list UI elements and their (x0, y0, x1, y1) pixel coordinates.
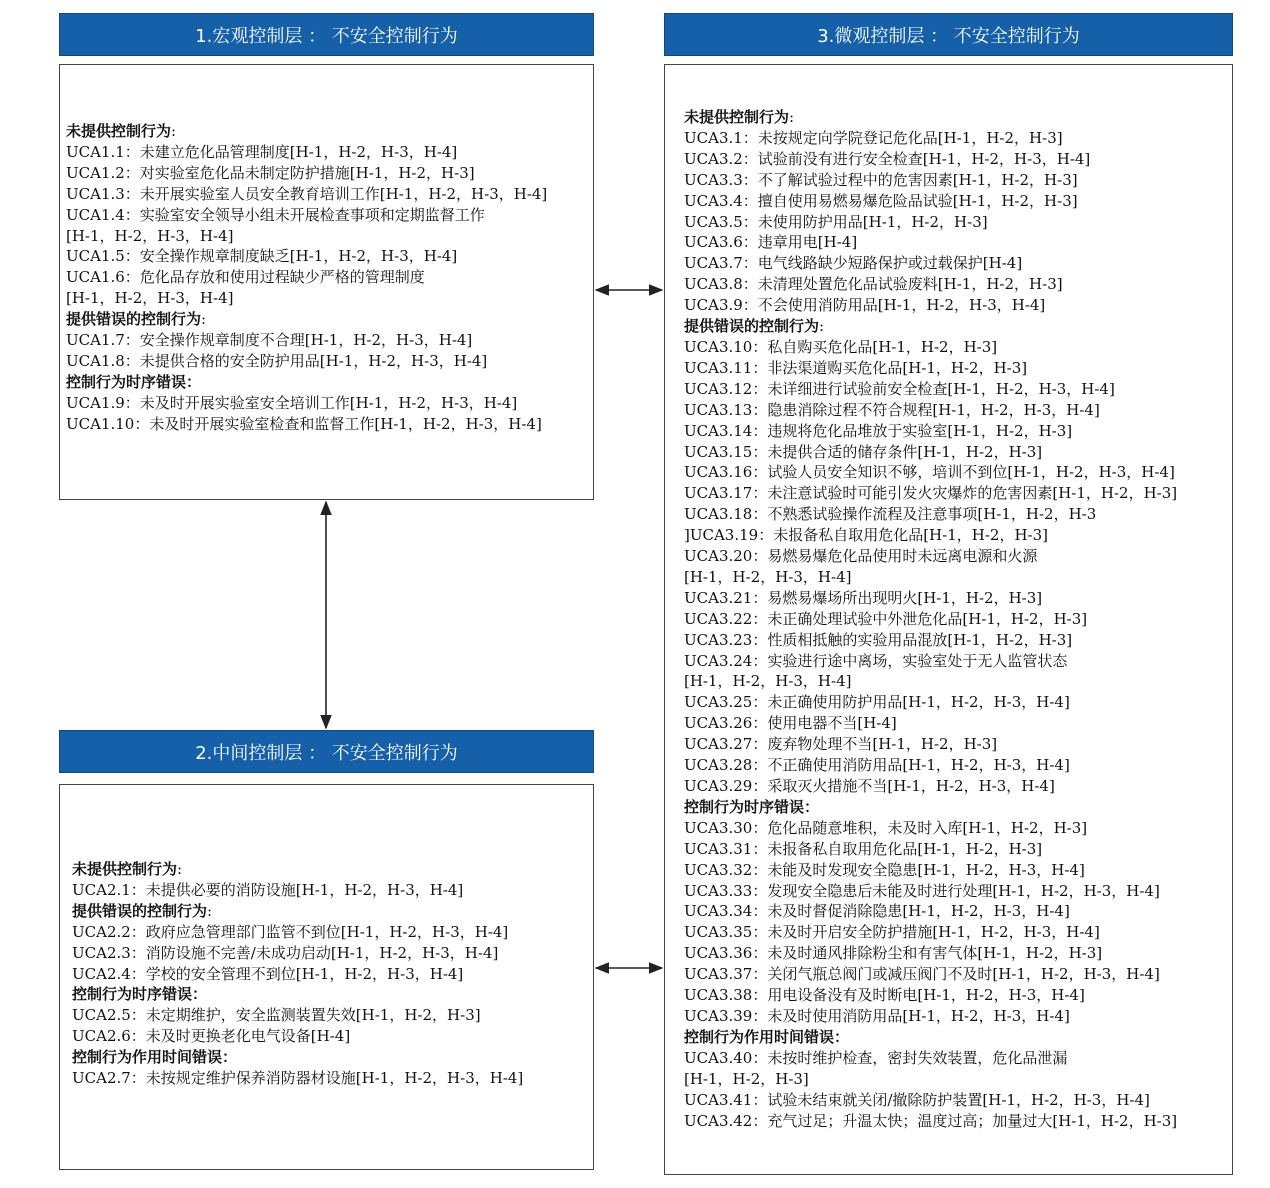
uca-item: UCA3.12：未详细进行试验前安全检查[H-1，H-2，H-3，H-4] (684, 379, 1115, 398)
section-title: 提供错误的控制行为 (72, 901, 208, 920)
uca-item: UCA3.42：充气过足；升温太快；温度过高；加量过大[H-1，H-2，H-3] (684, 1111, 1178, 1130)
uca-item: UCA3.5：未使用防护用品[H-1，H-2，H-3] (684, 212, 988, 231)
section-title: 控制行为时序错误： (72, 985, 208, 1004)
uca-item: UCA3.16：试验人员安全知识不够，培训不到位[H-1，H-2，H-3，H-4] (684, 463, 1175, 482)
uca-item: UCA2.7：未按规定维护保养消防器材设施[H-1，H-2，H-3，H-4] (72, 1069, 524, 1088)
uca-item: UCA1.3：未开展实验室人员安全教育培训工作[H-1，H-2，H-3，H-4] (66, 184, 548, 203)
uca-item: UCA1.2：对实验室危化品未制定防护措施[H-1，H-2，H-3] (66, 163, 475, 182)
uca-item: UCA3.21：易燃易爆场所出现明火[H-1，H-2，H-3] (684, 588, 1043, 607)
uca-item: UCA2.1：未提供必要的消防设施[H-1，H-2，H-3，H-4] (72, 880, 464, 899)
uca-item: UCA3.4：擅自使用易燃易爆危险品试验[H-1，H-2，H-3] (684, 191, 1078, 210)
uca-item: UCA3.11：非法渠道购买危化品[H-1，H-2，H-3] (684, 358, 1028, 377)
uca-item: UCA3.23：性质相抵触的实验用品混放[H-1，H-2，H-3] (684, 630, 1073, 649)
uca-item: UCA3.37：关闭气瓶总阀门或减压阀门不及时[H-1，H-2，H-3，H-4] (684, 965, 1160, 984)
uca-item: UCA3.6：违章用电[H-4] (684, 233, 858, 252)
middle-layer-header: 2.中间控制层 ： 不安全控制行为 (59, 730, 594, 773)
uca-item: UCA3.39：未及时使用消防用品[H-1，H-2，H-3，H-4] (684, 1006, 1070, 1025)
uca-item: UCA3.32：未能及时发现安全隐患[H-1，H-2，H-3，H-4] (684, 860, 1085, 879)
uca-item: UCA3.7：电气线路缺少短路保护或过载保护[H-4] (684, 254, 1023, 273)
uca-item: UCA1.4：实验室安全领导小组未开展检查事项和定期监督工作 (66, 205, 485, 224)
section-title: 控制行为时序错误： (684, 797, 820, 816)
uca-item: UCA3.36：未及时通风排除粉尘和有害气体[H-1，H-2，H-3] (684, 944, 1103, 963)
uca-item: UCA1.5：安全操作规章制度缺乏[H-1，H-2，H-3，H-4] (66, 247, 458, 266)
uca-item: [H-1，H-2，H-3，H-4] (684, 567, 852, 586)
uca-item: UCA2.6：未及时更换老化电气设备[H-4] (72, 1027, 351, 1046)
uca-item: UCA3.25：未正确使用防护用品[H-1，H-2，H-3，H-4] (684, 693, 1070, 712)
uca-item: UCA3.17：未注意试验时可能引发火灾爆炸的危害因素[H-1，H-2，H-3] (684, 484, 1178, 503)
uca-item: UCA2.5：未定期维护，安全监测装置失效[H-1，H-2，H-3] (72, 1006, 481, 1025)
uca-item: UCA3.18：不熟悉试验操作流程及注意事项[H-1，H-2，H-3 (684, 505, 1097, 524)
uca-item: UCA3.29：采取灭火措施不当[H-1，H-2，H-3，H-4] (684, 777, 1055, 795)
uca-item: UCA3.3：不了解试验过程中的危害因素[H-1，H-2，H-3] (684, 170, 1078, 189)
uca-item: [H-1，H-2，H-3，H-4] (66, 289, 234, 308)
uca-item: UCA1.7：安全操作规章制度不合理[H-1，H-2，H-3，H-4] (66, 331, 473, 350)
uca-item: UCA1.6：危化品存放和使用过程缺少严格的管理制度 (66, 268, 425, 287)
section-title: 控制行为作用时间错误： (684, 1027, 850, 1046)
uca-item: UCA3.33：发现安全隐患后未能及时进行处理[H-1，H-2，H-3，H-4] (684, 881, 1160, 900)
uca-item: UCA3.28：不正确使用消防用品[H-1，H-2，H-3，H-4] (684, 756, 1070, 775)
section-title: 未提供控制行为 (684, 108, 790, 126)
uca-item: UCA1.9：未及时开展实验室安全培训工作[H-1，H-2，H-3，H-4] (66, 393, 518, 412)
uca-item: UCA3.38：用电设备没有及时断电[H-1，H-2，H-3，H-4] (684, 986, 1085, 1005)
uca-item: UCA3.31：未报备私自取用危化品[H-1，H-2，H-3] (684, 839, 1043, 858)
uca-item: UCA3.20：易燃易爆危化品使用时未远离电源和火源 (684, 547, 1038, 566)
section-title: 提供错误的控制行为 (684, 317, 820, 336)
uca-item: UCA2.3：消防设施不完善/未成功启动[H-1，H-2，H-3，H-4] (72, 943, 499, 962)
uca-item: [H-1，H-2，H-3，H-4] (684, 672, 852, 691)
uca-item: UCA3.22：未正确处理试验中外泄危化品[H-1，H-2，H-3] (684, 609, 1088, 628)
uca-item: UCA3.9：不会使用消防用品[H-1，H-2，H-3，H-4] (684, 296, 1046, 315)
uca-item: UCA3.26：使用电器不当[H-4] (684, 714, 897, 733)
section-title: 控制行为时序错误： (66, 372, 202, 391)
uca-item: UCA1.1：未建立危化品管理制度[H-1，H-2，H-3，H-4] (66, 142, 458, 161)
macro-layer-box: 未提供控制行为: UCA1.1：未建立危化品管理制度[H-1，H-2，H-3，H-4] UCA1.2：对实验室危化品未制定防护措施[H-1，H-2，H-3] UCA1.3：未开展实验室人员安全教育培训工作[H-1，H-2，H-3，H-4] UCA1.4：实验室安全领导小组未开展检查事项和定期监督工作 [H-1，H-2，H-3，H-4] UCA1.5：安全操作规章制度缺乏[H-1，H-2，H-3，H-4] UCA1.6：危化品存放和使用过程缺少严格的管理制度 [H-1，H-2，H-3，H-4] 提供错误的控制行为: UCA1.7：安全操作规章制度不合理[H-1，H-2，H-3，H-4] UCA1.8：未提供合格的安全防护用品[H-1，H-2，H-3，H-4] 控制行为时序错误： UCA1.9：未及时开展实验室安全培训工作[H-1，H-2，H-3，H-4] UCA1.10：未及时开展实验室检查和监督工作[H-1，H-2，H-3，H-4] (59, 64, 594, 500)
uca-item: UCA3.2：试验前没有进行安全检查[H-1，H-2，H-3，H-4] (684, 149, 1091, 168)
uca-item: [H-1，H-2，H-3，H-4] (66, 226, 234, 245)
uca-item: [H-1，H-2，H-3] (684, 1069, 809, 1088)
middle-layer-box: 未提供控制行为: UCA2.1：未提供必要的消防设施[H-1，H-2，H-3，H-4] 提供错误的控制行为: UCA2.2：政府应急管理部门监管不到位[H-1，H-2，H-3，H-4] UCA2.3：消防设施不完善/未成功启动[H-1，H-2，H-3，H-4] UCA2.4：学校的安全管理不到位[H-1，H-2，H-3，H-4] 控制行为时序错误： UCA2.5：未定期维护，安全监测装置失效[H-1，H-2，H-3] UCA2.6：未及时更换老化电气设备[H-4] 控制行为作用时间错误： UCA2.7：未按规定维护保养消防器材设施[H-1，H-2，H-3，H-4] (59, 784, 594, 1170)
micro-layer-header: 3.微观控制层 ： 不安全控制行为 (664, 13, 1233, 56)
section-title: 未提供控制行为 (72, 860, 178, 878)
uca-item: UCA3.10：私自购买危化品[H-1，H-2，H-3] (684, 337, 998, 356)
section-title: 提供错误的控制行为 (66, 310, 202, 329)
uca-item: UCA3.1：未按规定向学院登记危化品[H-1，H-2，H-3] (684, 128, 1063, 147)
uca-item: UCA1.8：未提供合格的安全防护用品[H-1，H-2，H-3，H-4] (66, 351, 488, 370)
section-title: 未提供控制行为 (66, 122, 172, 140)
uca-item: UCA3.27：废弃物处理不当[H-1，H-2，H-3] (684, 735, 998, 754)
micro-layer-box: 未提供控制行为: UCA3.1：未按规定向学院登记危化品[H-1，H-2，H-3] UCA3.2：试验前没有进行安全检查[H-1，H-2，H-3，H-4] UCA3.3：不了解试验过程中的危害因素[H-1，H-2，H-3] UCA3.4：擅自使用易燃易爆危险品试验[H-1，H-2，H-3] UCA3.5：未使用防护用品[H-1，H-2，H-3] UCA3.6：违章用电[H-4] UCA3.7：电气线路缺少短路保护或过载保护[H-4] UCA3.8：未清理处置危化品试验废料[H-1，H-2，H-3] UCA3.9：不会使用消防用品[H-1，H-2，H-3，H-4] 提供错误的控制行为: UCA3.10：私自购买危化品[H-1，H-2，H-3] UCA3.11：非法渠道购买危化品[H-1，H-2，H-3] UCA3.12：未详细进行试验前安全检查[H-1，H-2，H-3，H-4] UCA3.13：隐患消除过程不符合规程[H-1，H-2，H-3，H-4] UCA3.14：违规将危化品堆放于实验室[H-1，H-2，H-3] UCA3.15：未提供合适的储存条件[H-1，H-2，H-3] UCA3.16：试验人员安全知识不够，培训不到位[H-1，H-2，H-3，H-4] UCA3.17：未注意试验时可能引发火灾爆炸的危害因素[H-1，H-2，H-3] UCA3.18：不熟悉试验操作流程及注意事项[H-1，H-2，H-3 ]UCA3.19：未报备私自取用危化品[H-1，H-2，H-3] UCA3.20：易燃易爆危化品使用时未远离电源和火源 [H-1，H-2，H-3，H-4] UCA3.21：易燃易爆场所出现明火[H-1，H-2，H-3] UCA3.22：未正确处理试验中外泄危化品[H-1，H-2，H-3] UCA3.23：性质相抵触的实验用品混放[H-1，H-2，H-3] UCA3.24：实验进行途中离场，实验室处于无人监管状态 [H-1，H-2，H-3，H-4] UCA3.25：未正确使用防护用品[H-1，H-2，H-3，H-4] UCA3.26：使用电器不当[H-4] UCA3.27：废弃物处理不当[H-1，H-2，H-3] UCA3.28：不正确使用消防用品[H-1，H-2，H-3，H-4] UCA3.29：采取灭火措施不当[H-1，H-2，H-3，H-4] 控制行为时序错误： UCA3.30：危化品随意堆积，未及时入库[H-1，H-2，H-3] UCA3.31：未报备私自取用危化品[H-1，H-2，H-3] UCA3.32：未能及时发现安全隐患[H-1，H-2，H-3，H-4] UCA3.33：发现安全隐患后未能及时进行处理[H-1，H-2，H-3，H-4] UCA3.34：未及时督促消除隐患[H-1，H-2，H-3，H-4] UCA3.35：未及时开启安全防护措施[H-1，H-2，H-3，H-4] UCA3.36：未及时通风排除粉尘和有害气体[H-1，H-2，H-3] UCA3.37：关闭气瓶总阀门或减压阀门不及时[H-1，H-2，H-3，H-4] UCA3.38：用电设备没有及时断电[H-1，H-2，H-3，H-4] UCA3.39：未及时使用消防用品[H-1，H-2，H-3，H-4] 控制行为作用时间错误： UCA3.40：未按时维护检查，密封失效装置，危化品泄漏 [H-1，H-2，H-3] UCA3.41：试验未结束就关闭/撤除防护装置[H-1，H-2，H-3，H-4] UCA3.42：充气过足；升温太快；温度过高；加量过大[H-1，H-2，H-3] (664, 64, 1233, 1175)
macro-layer-header: 1.宏观控制层 ： 不安全控制行为 (59, 13, 594, 56)
uca-item: ]UCA3.19：未报备私自取用危化品[H-1，H-2，H-3] (684, 526, 1048, 545)
section-title: 控制行为作用时间错误： (72, 1048, 238, 1067)
uca-item: UCA3.35：未及时开启安全防护措施[H-1，H-2，H-3，H-4] (684, 923, 1100, 942)
uca-item: UCA2.4：学校的安全管理不到位[H-1，H-2，H-3，H-4] (72, 964, 464, 983)
uca-item: UCA3.8：未清理处置危化品试验废料[H-1，H-2，H-3] (684, 275, 1063, 294)
uca-item: UCA1.10：未及时开展实验室检查和监督工作[H-1，H-2，H-3，H-4] (66, 414, 542, 433)
uca-item: UCA3.15：未提供合适的储存条件[H-1，H-2，H-3] (684, 442, 1043, 461)
uca-item: UCA3.34：未及时督促消除隐患[H-1，H-2，H-3，H-4] (684, 902, 1070, 921)
uca-item: UCA3.24：实验进行途中离场，实验室处于无人监管状态 (684, 651, 1068, 670)
uca-item: UCA3.13：隐患消除过程不符合规程[H-1，H-2，H-3，H-4] (684, 400, 1100, 419)
uca-item: UCA3.14：违规将危化品堆放于实验室[H-1，H-2，H-3] (684, 421, 1073, 440)
uca-item: UCA3.40：未按时维护检查，密封失效装置，危化品泄漏 (684, 1048, 1068, 1067)
uca-item: UCA2.2：政府应急管理部门监管不到位[H-1，H-2，H-3，H-4] (72, 922, 509, 941)
uca-item: UCA3.30：危化品随意堆积，未及时入库[H-1，H-2，H-3] (684, 818, 1088, 837)
uca-item: UCA3.41：试验未结束就关闭/撤除防护装置[H-1，H-2，H-3，H-4] (684, 1090, 1150, 1109)
